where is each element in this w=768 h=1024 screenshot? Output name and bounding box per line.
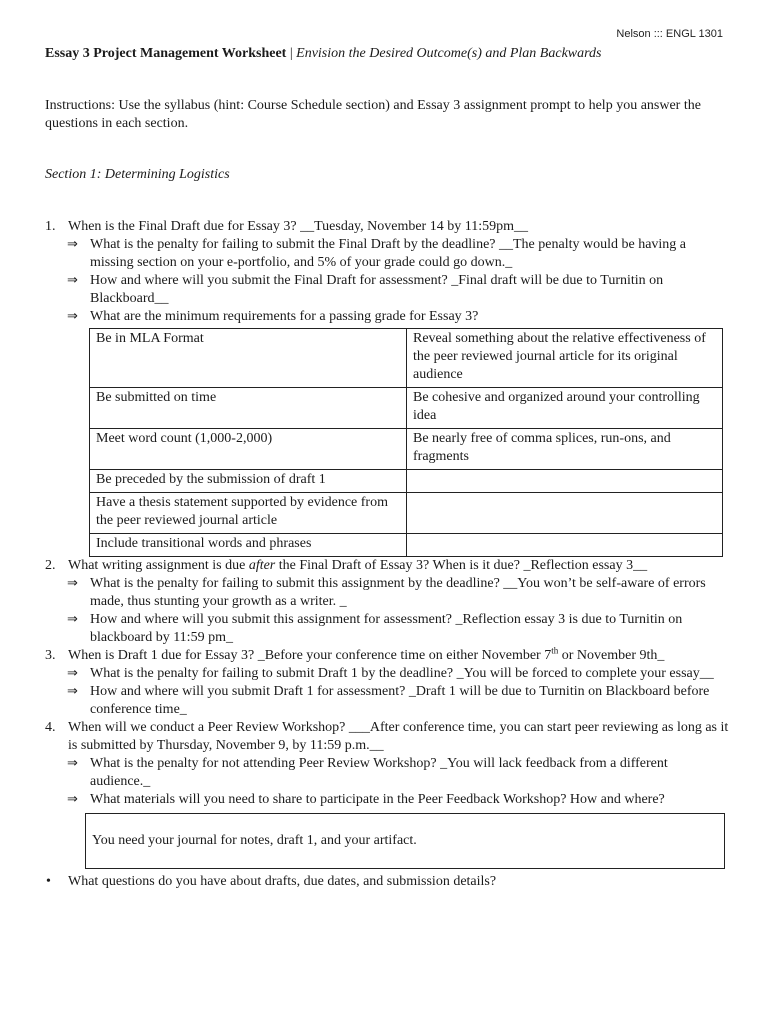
course-header: Nelson ::: ENGL 1301 xyxy=(616,28,723,40)
question-list xyxy=(45,218,730,891)
question-2 xyxy=(45,557,730,575)
sub-question xyxy=(45,308,730,326)
table-cell: Be in MLA Format xyxy=(90,329,407,388)
sub-question-text: What are the minimum requirements for a passing grade for Essay 3? xyxy=(90,309,479,324)
sub-question xyxy=(45,755,730,791)
sub-question xyxy=(45,683,730,719)
bullet-question xyxy=(45,873,730,891)
table-row xyxy=(90,470,723,493)
sub-question-text: What is the penalty for failing to submit this assignment by the deadline? __You won’t be self-aware of errors made, thus stunting your growth as a writer. _ xyxy=(90,576,706,609)
arrow-icon: ⇒ xyxy=(67,612,78,627)
table-cell: Have a thesis statement supported by evidence from the peer reviewed journal article xyxy=(90,493,407,534)
arrow-icon: ⇒ xyxy=(67,756,78,771)
question-1 xyxy=(45,218,730,236)
question-text-part: or November 9th_ xyxy=(558,648,665,663)
table-cell: Include transitional words and phrases xyxy=(90,534,407,557)
arrow-icon: ⇒ xyxy=(67,237,78,252)
sub-question-text: What is the penalty for not attending Peer Review Workshop? _You will lack feedback from a different audience._ xyxy=(90,756,668,789)
table-row xyxy=(90,388,723,429)
sub-question-text: What materials will you need to share to participate in the Peer Feedback Workshop? How and where? xyxy=(90,792,665,807)
arrow-icon: ⇒ xyxy=(67,792,78,807)
section-heading: Section 1: Determining Logistics xyxy=(45,167,230,182)
title-main: Essay 3 Project Management Worksheet xyxy=(45,46,287,61)
table-cell xyxy=(407,534,723,557)
question-text: When will we conduct a Peer Review Workshop? ___After conference time, you can start peer reviewing as long as it is submitted by Thursday, November 9, by 11:59 p.m.__ xyxy=(68,720,729,753)
title-subtitle: Envision the Desired Outcome(s) and Plan Backwards xyxy=(296,46,602,61)
arrow-icon: ⇒ xyxy=(67,684,78,699)
table-row xyxy=(90,429,723,470)
question-number: 4. xyxy=(45,720,56,735)
table-cell: Be preceded by the submission of draft 1 xyxy=(90,470,407,493)
table-cell: Be nearly free of comma splices, run-ons, and fragments xyxy=(407,429,723,470)
sub-question-text: How and where will you submit this assignment for assessment? _Reflection essay 3 is due to Turnitin on blackboard by 11:59 pm_ xyxy=(90,612,683,645)
sub-question-text: How and where will you submit the Final Draft for assessment? _Final draft will be due to Turnitin on Blackboard__ xyxy=(90,273,664,306)
bullet-text: What questions do you have about drafts, due dates, and submission details? xyxy=(68,874,497,889)
question-text-emphasis: after xyxy=(248,558,276,573)
instructions: Instructions: Use the syllabus (hint: Course Schedule section) and Essay 3 assignment prompt to help you answer the questions in each section. xyxy=(45,98,701,131)
question-text: When is the Final Draft due for Essay 3? __Tuesday, November 14 by 11:59pm__ xyxy=(68,219,528,234)
question-4 xyxy=(45,719,730,755)
question-number: 1. xyxy=(45,219,56,234)
question-number: 3. xyxy=(45,648,56,663)
sub-question xyxy=(45,665,730,683)
title-separator: | xyxy=(289,46,293,61)
table-row xyxy=(90,534,723,557)
table-cell: Be submitted on time xyxy=(90,388,407,429)
sub-question-text: What is the penalty for failing to submit the Final Draft by the deadline? __The penalty would be having a missing section on your e-portfolio, and 5% of your grade could go down._ xyxy=(90,237,687,270)
table-cell xyxy=(407,493,723,534)
question-text xyxy=(68,558,647,573)
table-cell xyxy=(407,470,723,493)
table-row xyxy=(90,493,723,534)
sub-question-text: How and where will you submit Draft 1 for assessment? _Draft 1 will be due to Turnitin on Blackboard before conference time_ xyxy=(90,684,710,717)
superscript: th xyxy=(551,645,559,656)
table-cell: Meet word count (1,000-2,000) xyxy=(90,429,407,470)
requirements-table xyxy=(89,328,723,557)
sub-question xyxy=(45,575,730,611)
question-text xyxy=(68,645,665,663)
bullet-icon: • xyxy=(46,874,51,889)
answer-box: You need your journal for notes, draft 1, and your artifact. xyxy=(85,813,725,869)
question-text-part: When is Draft 1 due for Essay 3? _Before your conference time on either November 7 xyxy=(68,648,552,663)
table-cell: Be cohesive and organized around your controlling idea xyxy=(407,388,723,429)
arrow-icon: ⇒ xyxy=(67,309,78,324)
question-text-part: the Final Draft of Essay 3? When is it due? _Reflection essay 3__ xyxy=(275,558,648,573)
question-number: 2. xyxy=(45,558,56,573)
arrow-icon: ⇒ xyxy=(67,576,78,591)
question-3 xyxy=(45,647,730,665)
sub-question xyxy=(45,791,730,809)
sub-question-text: What is the penalty for failing to submit Draft 1 by the deadline? _You will be forced to complete your essay__ xyxy=(90,666,714,681)
arrow-icon: ⇒ xyxy=(67,273,78,288)
page-title xyxy=(45,46,602,62)
table-cell: Reveal something about the relative effectiveness of the peer reviewed journal article for its original audience xyxy=(407,329,723,388)
sub-question xyxy=(45,236,730,272)
sub-question xyxy=(45,272,730,308)
sub-question xyxy=(45,611,730,647)
arrow-icon: ⇒ xyxy=(67,666,78,681)
table-row xyxy=(90,329,723,388)
question-text-part: What writing assignment is due xyxy=(68,558,249,573)
